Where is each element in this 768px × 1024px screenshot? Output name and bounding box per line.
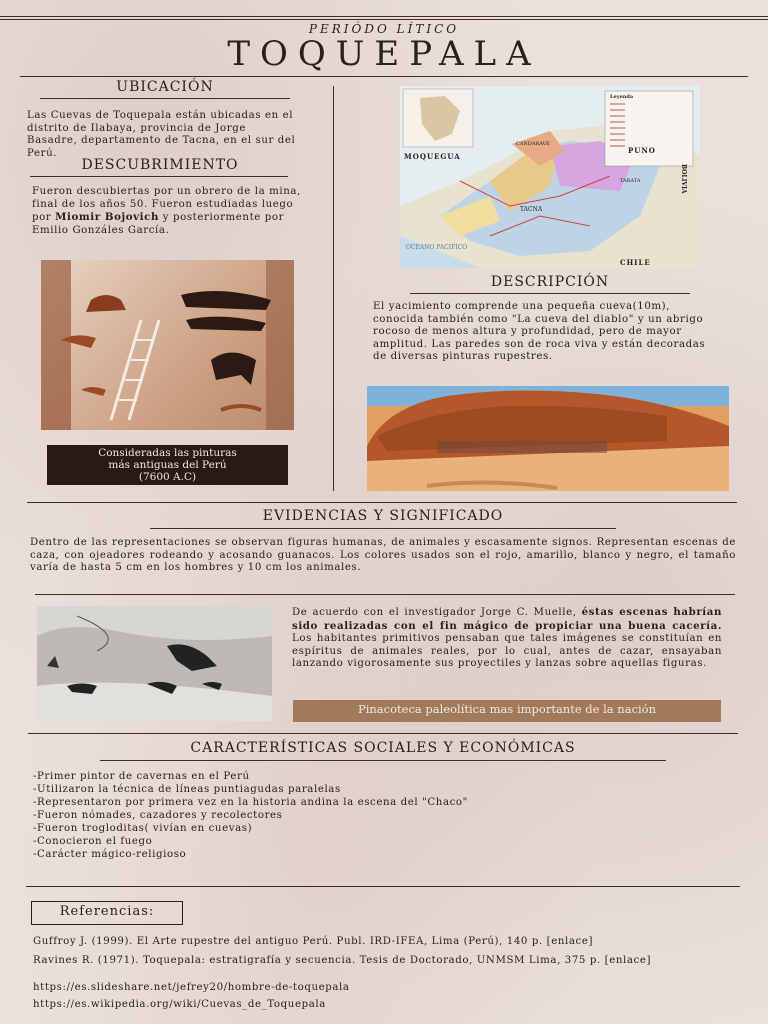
map-label-bolivia: BOLIVIA [680,164,687,194]
section-rule-1 [27,502,737,503]
map-label-ocean: OCEANO PACIFICO [406,244,468,251]
caption-line-2: más antiguas del Perú [108,459,227,471]
list-item: -Fueron nómades, cazadores y recolectores [33,810,283,821]
map-label-puno: PUNO [628,146,656,155]
descubrimiento-rule [30,176,288,177]
caracteristicas-list [33,770,733,861]
reference-item: Guffroy J. (1999). El Arte rupestre del antiguo Perú. Publ. IRD-IFEA, Lima (Perú), 140 p. [enlace] [33,936,594,947]
caption-line-3: (7600 A.C) [138,471,197,483]
caracteristicas-rule [100,760,666,761]
muelle-bold-quote: éstas escenas habrían sido realizadas con el fin mágico de propiciar una buena cacería. [292,606,722,632]
section-rule-2 [35,594,735,595]
cave-painting-image [41,260,294,430]
top-rule [0,16,768,17]
reference-link[interactable]: https://es.slideshare.net/jefrey20/hombre-de-toquepala [33,982,350,993]
region-map [400,86,700,268]
title-rule [20,76,748,77]
descubrimiento-text: Fueron descubiertas por un obrero de la mina, final de los años 50. Fueron estudiadas luego por Miomir Bojovich y posteriormente por Emilio Gonzáles García. [32,186,301,236]
page-title: TOQUEPALA [227,34,541,74]
researcher-name: Miomir Bojovich [55,211,159,224]
period-subtitle: PERIÓDO LÍTICO [308,22,460,36]
muelle-text: De acuerdo con el investigador Jorge C. Muelle, éstas escenas habrían sido realizadas con el fin mágico de propiciar una buena cacería. Los habitantes primitivos pensaban que tales imágenes se constituían en espíritus de animales reales, por lo cual, antes de cazar, ensayaban lanzando vigorosamente sus proyectiles y lanzas sobre aquellas figuras. [292,606,722,670]
caption-line-1: Consideradas las pinturas [98,447,237,459]
bw-rock-art-image [37,606,272,721]
ubicacion-rule [40,98,290,99]
referencias-heading: Referencias: [31,901,183,925]
descripcion-text: El yacimiento comprende una pequeña cueva(10m), conocida también como "La cueva del diablo" y un abrigo rocoso de menos altura y profundidad, pero de mayor amplitud. Las paredes son de roca viva y están decoradas de diversas pinturas rupestres. [373,301,706,363]
map-legend-title: Leyenda [610,94,634,100]
map-label-tacna: TACNA [520,206,543,213]
list-item: -Conocieron el fuego [33,836,153,847]
descubrimiento-heading: DESCUBRIMIENTO [81,157,239,173]
descripcion-heading: DESCRIPCIÓN [490,274,610,290]
ubicacion-text: Las Cuevas de Toquepala están ubicadas en el distrito de Ilabaya, provincia de Jorge Basadre, departamento de Tacna, en el sur del Perú. [27,110,296,159]
rock-shelter-photo [367,386,729,491]
pinacoteca-banner: Pinacoteca paleolítica mas importante de la nación [293,700,721,722]
section-rule-3 [28,733,738,734]
list-item: -Fueron trogloditas( vivían en cuevas) [33,823,253,834]
reference-item: Ravines R. (1971). Toquepala: estratigrafía y secuencia. Tesis de Doctorado, UNMSM Lima, 375 p. [enlace] [33,955,652,966]
list-item: -Carácter mágico-religioso [33,849,187,860]
reference-link[interactable]: https://es.wikipedia.org/wiki/Cuevas_de_Toquepala [33,999,326,1010]
column-divider [333,86,334,491]
map-label-chile: CHILE [620,258,651,267]
map-label-tarata: TARATA [620,178,641,184]
ubicacion-heading: UBICACIÓN [116,79,214,95]
evidencias-heading: EVIDENCIAS Y SIGNIFICADO [262,508,504,524]
evidencias-rule [150,528,616,529]
caracteristicas-heading: CARACTERÍSTICAS SOCIALES Y ECONÓMICAS [190,740,576,756]
list-item: -Representaron por primera vez en la historia andina la escena del "Chaco" [33,797,468,808]
map-label-moquegua: MOQUEGUA [404,152,461,161]
cave-caption-banner [47,445,288,485]
descripcion-rule [410,293,690,294]
top-rule-2 [0,19,768,20]
section-rule-4 [26,886,740,887]
evidencias-text: Dentro de las representaciones se observan figuras humanas, de animales y escasamente signos. Representan escenas de caza, con ojeadores rodeando y acosando guanacos. Los colores usados son el rojo, amarillo, blanco y negro, el tamaño varía de hasta 5 cm en los hombres y 10 cm los animales. [30,537,736,574]
list-item: -Utilizaron la técnica de líneas puntiagudas paralelas [33,784,341,795]
list-item: -Primer pintor de cavernas en el Perú [33,771,250,782]
map-label-candarave: CANDARAVE [516,141,550,147]
